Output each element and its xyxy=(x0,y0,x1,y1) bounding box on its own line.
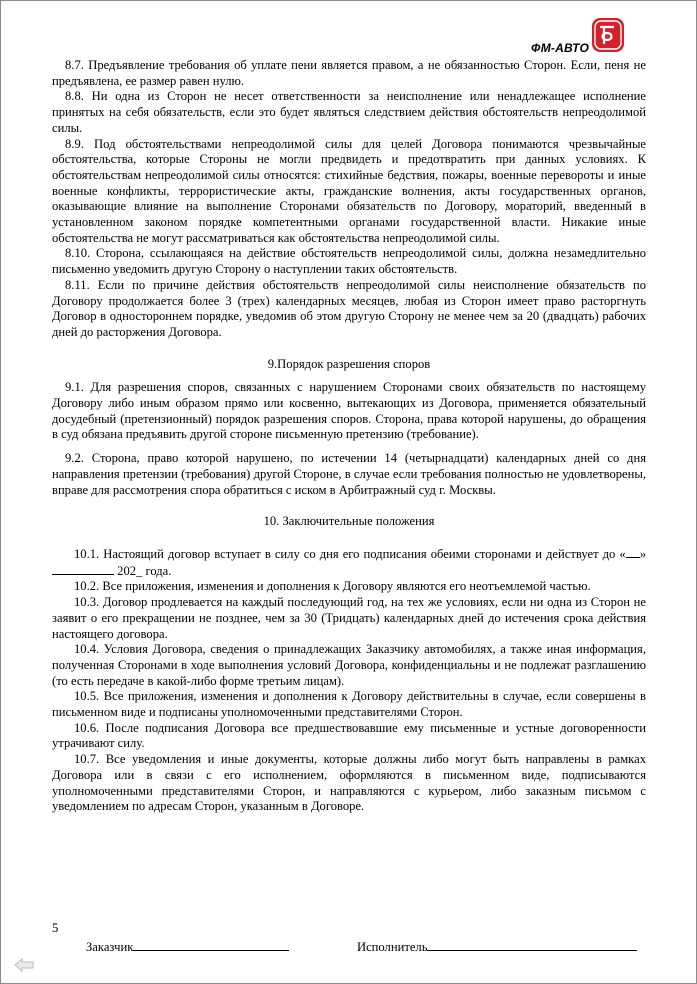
clause-10-6: 10.6. После подписания Договора все предшествовавшие ему письменные и устные договоренности утрачивают силу. xyxy=(52,720,646,751)
clause-8-11: 8.11. Если по причине действия обстоятельств непреодолимой силы неисполнение обязательств по Договору продолжается более 3 (трех) календарных месяцев, любая из Сторон имеет право расторгнуть Договор в одностороннем порядке, уведомив об этом другую Сторону не менее чем за 20 (двадцать) рабочих дней до расторжения Договора. xyxy=(52,277,646,339)
clause-8-10: 8.10. Сторона, ссылающаяся на действие обстоятельств непреодолимой силы, должна незамедлительно письменно уведомить другую Сторону о наступлении таких обстоятельств. xyxy=(52,246,646,277)
page-number: 5 xyxy=(52,921,59,935)
clause-10-1-start: 10.1. Настоящий договор вступает в силу со дня его подписания обеими сторонами и действует до « xyxy=(74,546,626,561)
section-9-title: 9.Порядок разрешения споров xyxy=(267,356,431,371)
clause-10-4: 10.4. Условия Договора, сведения о принадлежащих Заказчику автомобилях, а также иная информация, полученная Сторонами в ходе выполнения условий Договора, конфиденциальны и не подлежат разглашению (то есть передаче в какой-либо форме третьим лицам). xyxy=(52,642,646,688)
section-10-title: 10. Заключительные положения xyxy=(263,514,435,529)
clause-9-2: 9.2. Сторона, право которой нарушено, по истечении 14 (четырнадцати) календарных дней со дня направления претензии (требования) другой Стороне, в случае если требования полностью не удовлетворены, вправе для рассмотрения спора обратиться с иском в Арбитражный суд г. Москвы. xyxy=(52,451,646,497)
logo-emblem-icon xyxy=(591,17,625,53)
customer-signature-line xyxy=(133,937,289,951)
clause-8-9: 8.9. Под обстоятельствами непреодолимой силы для целей Договора понимаются чрезвычайные обстоятельства, которые Стороны не могли предвидеть и предотвратить при данных условиях. К обстоятельствам непреодолимой силы относятся: стихийные бедствия, пожары, военные перевороты и иные военные конфликты, террористические акты, гражданские волнения, акты государственных органов, оказывающие влияние на выполнение Сторонами обязательств по Договору, мораторий, введенный в установленном законом порядке компетентными органами государственной власти. Никакие иные обстоятельства не могут рассматриваться как обстоятельства непреодолимой силы. xyxy=(52,136,646,245)
clause-8-8: 8.8. Ни одна из Сторон не несет ответственности за неисполнение или ненадлежащее исполнение принятых на себя обязательств, если это будет являться следствием действия обстоятельств непреодолимой силы. xyxy=(52,89,646,135)
customer-label: Заказчик xyxy=(86,940,134,954)
contractor-signature xyxy=(357,937,637,955)
customer-signature xyxy=(86,937,289,955)
clause-10-2: 10.2. Все приложения, изменения и дополнения к Договору являются его неотъемлемой частью. xyxy=(74,579,591,594)
company-logo xyxy=(531,17,631,57)
clause-10-3: 10.3. Договор продлевается на каждый последующий год, на тех же условиях, если ни одна из Сторон не заявит о его прекращении не позднее, чем за 30 (Тридцать) календарных дней до истечения срока действия настоящего договора. xyxy=(52,595,646,641)
day-blank xyxy=(626,546,640,558)
contractor-label: Исполнитель xyxy=(357,940,428,954)
clause-10-7: 10.7. Все уведомления и иные документы, которые должны либо могут быть направлены в рамках Договора или в связи с его исполнением, оформляются в письменном виде, подписываются уполномоченными представителями Сторон, и направляются с курьером, либо заказным письмом с уведомлением по адресам Сторон, указанным в Договоре. xyxy=(52,752,646,814)
back-arrow-icon[interactable] xyxy=(13,957,35,973)
clause-8-7: 8.7. Предъявление требования об уплате пени является правом, а не обязанностью Сторон. Если, пеня не предъявлена, ее размер равен нулю. xyxy=(52,58,646,88)
document-body xyxy=(52,58,646,815)
clause-9-1: 9.1. Для разрешения споров, связанных с нарушением Сторонами своих обязательств по настоящему Договору либо иным образом прямо или косвенно, вытекающих из Договора, применяется обязательный досудебный (претензионный) порядок разрешения споров. Сторона, права которой нарушены, до обращения в суд обязана предъявить другой стороне письменную претензию (требование). xyxy=(52,380,646,442)
clause-10-5: 10.5. Все приложения, изменения и дополнения к Договору действительны в случае, если совершены в письменном виде и подписаны уполномоченными представителями Сторон. xyxy=(52,689,646,720)
contractor-signature-line xyxy=(427,937,637,951)
clause-10-1-end: 202_ года. xyxy=(114,563,172,578)
month-blank xyxy=(52,563,114,575)
logo-text: ФМ-АВТО xyxy=(531,41,589,55)
clause-10-1-quote: » xyxy=(639,546,646,561)
clause-10-1 xyxy=(52,546,646,579)
